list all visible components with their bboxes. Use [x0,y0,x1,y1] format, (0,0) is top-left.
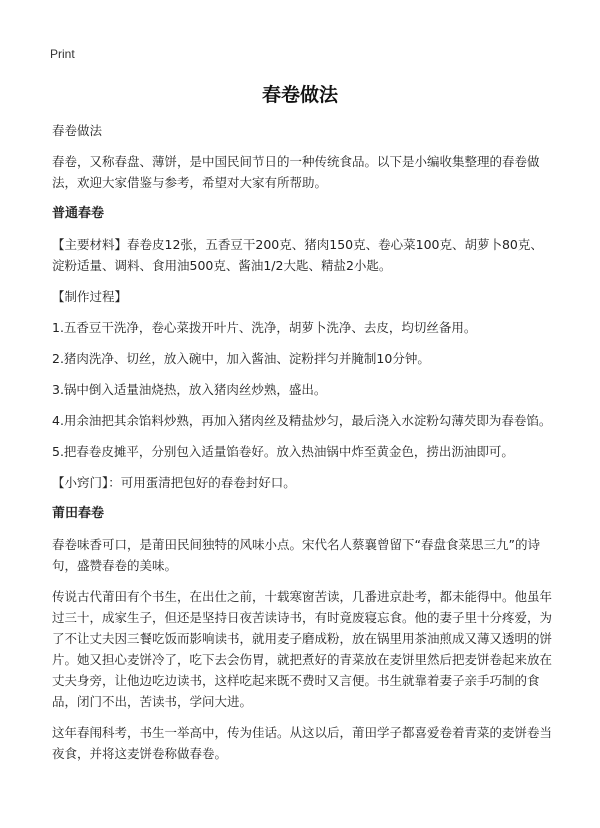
step-item: 4.用余油把其余馅料炒熟，再加入猪肉丝及精盐炒匀，最后浇入水淀粉勾薄芡即为春卷馅。 [52,413,552,428]
section-heading-putian: 莆田春卷 [52,506,105,521]
body-paragraph: 传说古代莆田有个书生，在出仕之前，十载寒窗苦读，几番进京赴考，都未能得中。他虽年过三十，成家生子，但还是坚持日夜苦读诗书，有时竟废寝忘食。他的妻子里十分疼爱，为了不让丈夫因三餐吃饭而影响读书，就用麦子磨成粉，放在锅里用茶油煎成又薄又透明的饼片。她又担心麦饼冷了，吃下去会伤胃，就把煮好的青菜放在麦饼里然后把麦饼卷起来放在丈夫身旁，让他边吃边读书，这样吃起来既不费时又言便。书生就靠着妻子亲手巧制的食品，闭门不出，苦读书，学问大进。 [52,589,553,709]
step-item: 3.锅中倒入适量油烧热，放入猪肉丝炒熟，盛出。 [52,382,327,397]
body-paragraph: 这年春闱科考，书生一举高中，传为佳话。从这以后，莆田学子都喜爱卷着青菜的麦饼卷当夜食，并将这麦饼卷称做春卷。 [52,725,553,761]
step-item: 5.把春卷皮摊平，分别包入适量馅卷好。放入热油锅中炸至黄金色，捞出沥油即可。 [52,444,514,459]
print-label[interactable]: Print [50,47,75,61]
process-label: 【制作过程】 [52,289,128,304]
article-body [52,120,552,774]
step-item: 1.五香豆干洗净，卷心菜拨开叶片、洗净，胡萝卜洗净、去皮，均切丝备用。 [52,320,477,335]
intro-subtitle: 春卷做法 [52,123,103,138]
intro-paragraph: 春卷，又称春盘、薄饼，是中国民间节日的一种传统食品。以下是小编收集整理的春卷做法，欢迎大家借鉴与参考，希望对大家有所帮助。 [52,154,540,190]
tip-paragraph: 【小窍门】：可用蛋清把包好的春卷封好口。 [52,475,296,490]
ingredients-paragraph: 【主要材料】春卷皮12张，五香豆干200克、猪肉150克、卷心菜100克、胡萝卜80克、淀粉适量、调料、食用油500克、酱油1/2大匙、精盐2小匙。 [52,237,543,273]
section-heading-putong: 普通春卷 [52,206,105,221]
page-title: 春卷做法 [261,84,338,106]
step-item: 2.猪肉洗净、切丝，放入碗中，加入酱油、淀粉拌匀并腌制10分钟。 [52,351,430,366]
body-paragraph: 春卷味香可口，是莆田民间独特的风味小点。宋代名人蔡襄曾留下“春盘食菜思三九”的诗句，盛赞春卷的美味。 [52,537,540,573]
